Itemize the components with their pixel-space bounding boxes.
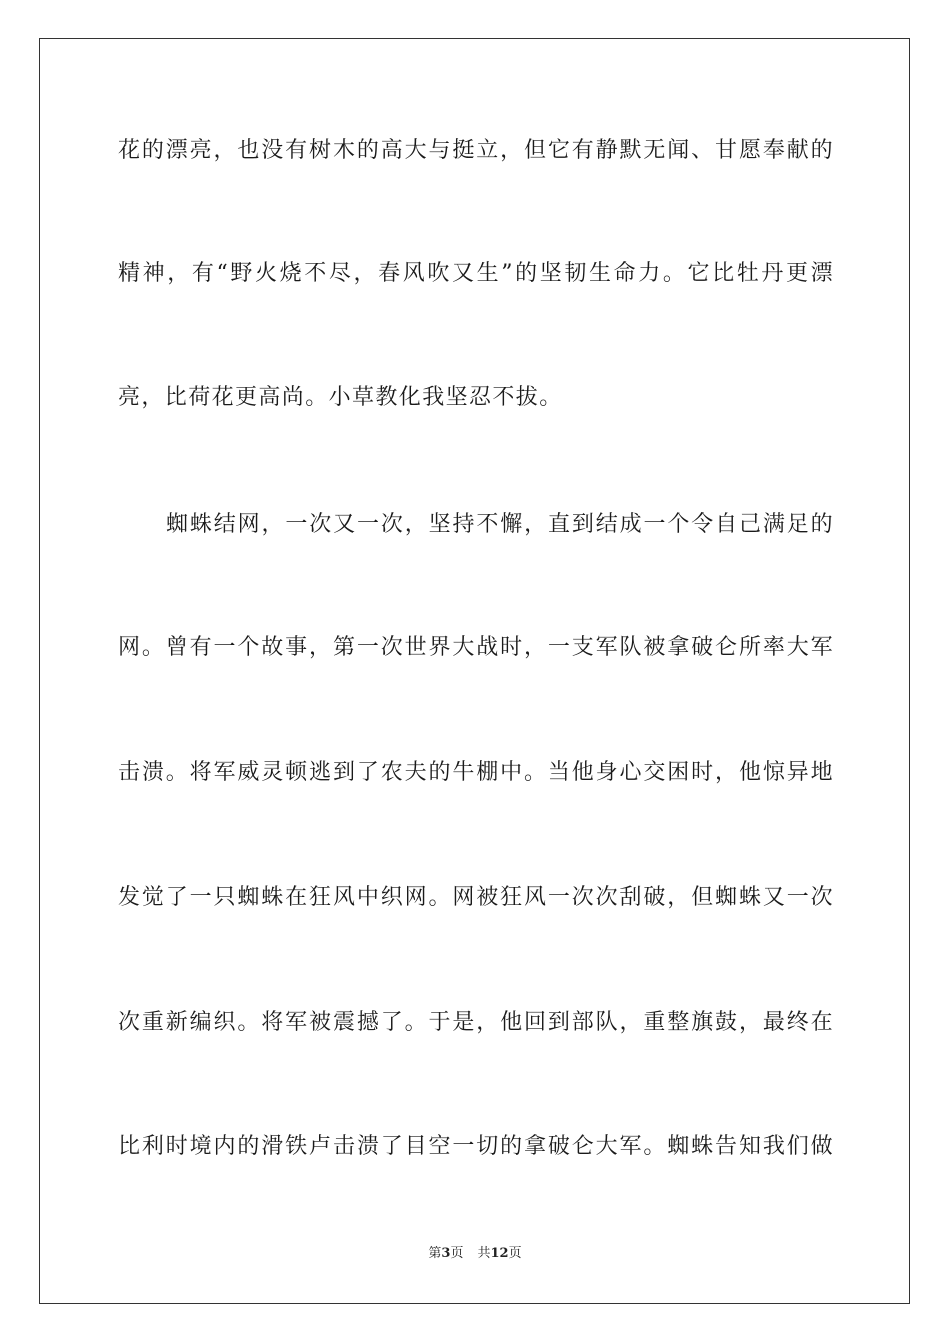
footer-total-prefix: 共 (477, 1246, 491, 1261)
text-line-5: 网。曾有一个故事，第一次世界大战时，一支军队被拿破仑所率大军 (118, 635, 834, 660)
page-footer (0, 1245, 950, 1263)
page-border (39, 38, 910, 1304)
text-line-8: 次重新编织。将军被震撼了。于是，他回到部队，重整旗鼓，最终在 (118, 1010, 834, 1035)
footer-page-number: 3 (441, 1246, 451, 1261)
footer-page-suffix: 页 (450, 1246, 464, 1261)
text-line-4: 蜘蛛结网，一次又一次，坚持不懈，直到结成一个令自己满足的 (166, 512, 834, 537)
text-line-2: 精神，有“野火烧不尽，春风吹又生”的坚韧生命力。它比牡丹更漂 (118, 261, 834, 286)
text-line-3: 亮，比荷花更高尚。小草教化我坚忍不拔。 (118, 385, 563, 410)
footer-total-pages: 12 (490, 1246, 509, 1261)
footer-page-prefix: 第 (428, 1246, 442, 1261)
footer-total-suffix: 页 (508, 1246, 522, 1261)
text-line-6: 击溃。将军威灵顿逃到了农夫的牛棚中。当他身心交困时，他惊异地 (118, 760, 834, 785)
text-line-7: 发觉了一只蜘蛛在狂风中织网。网被狂风一次次刮破，但蜘蛛又一次 (118, 885, 834, 910)
text-line-9: 比利时境内的滑铁卢击溃了目空一切的拿破仑大军。蜘蛛告知我们做 (118, 1134, 834, 1159)
text-line-1: 花的漂亮，也没有树木的高大与挺立，但它有静默无闻、甘愿奉献的 (118, 138, 834, 163)
